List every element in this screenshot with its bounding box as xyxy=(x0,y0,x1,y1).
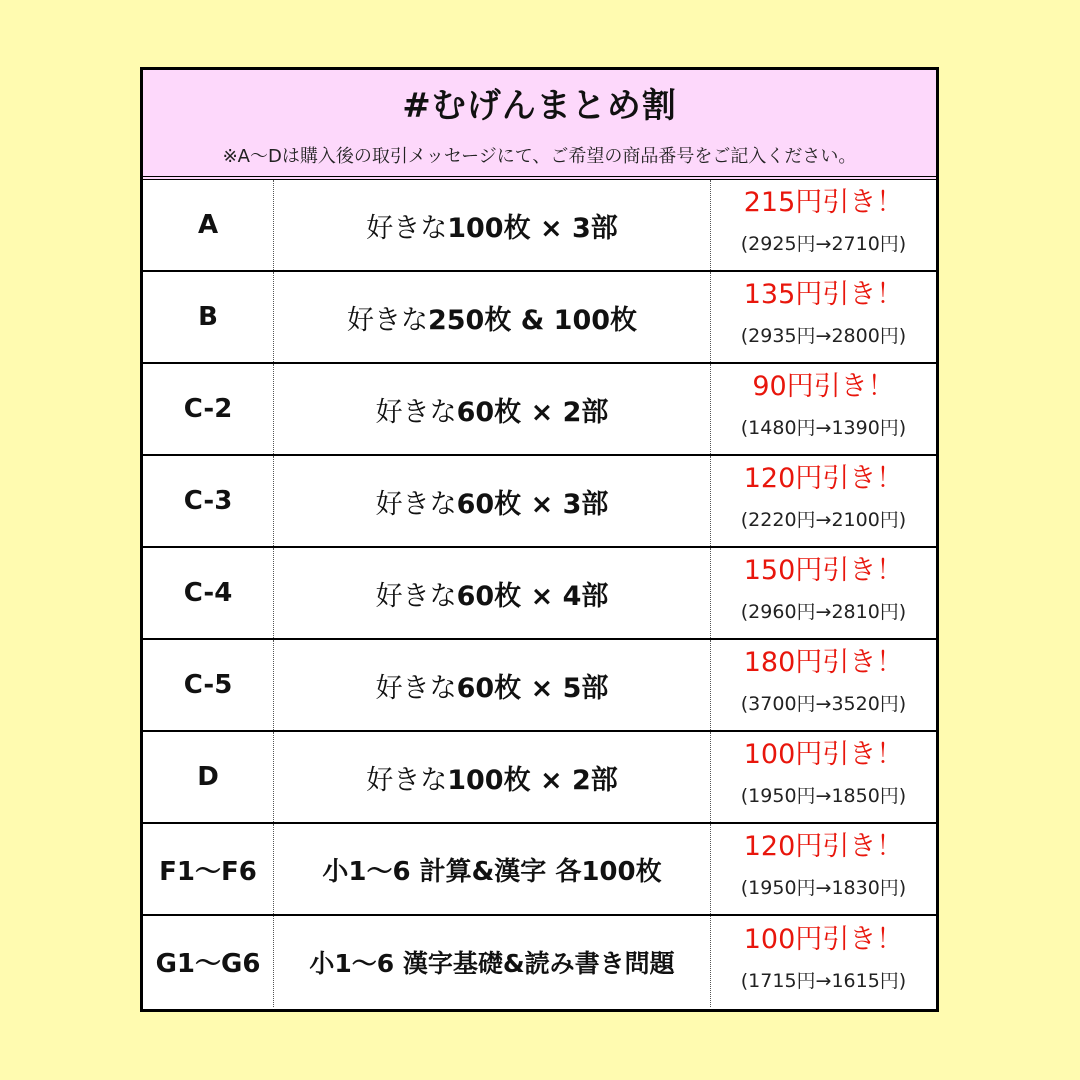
product-description: 小1～6 漢字基礎&読み書き問題 xyxy=(274,916,711,1007)
product-code: F1～F6 xyxy=(143,824,274,914)
price-change: (1480円→1390円) xyxy=(740,417,907,439)
price-change: (1715円→1615円) xyxy=(740,969,907,992)
price-change: (2220円→2100円) xyxy=(740,509,907,531)
table-row xyxy=(143,180,936,272)
discount-label: 150円引き！ xyxy=(743,555,904,586)
price-cell xyxy=(711,456,936,546)
product-description xyxy=(274,272,711,362)
discount-label: 215円引き！ xyxy=(743,187,904,218)
description-detail: 100枚 × 2部 xyxy=(447,764,618,796)
table-row xyxy=(143,548,936,640)
table-row xyxy=(143,732,936,824)
discount-label: 120円引き！ xyxy=(743,463,904,494)
product-description: 小1～6 計算&漢字 各100枚 xyxy=(274,824,711,914)
description-detail: 60枚 × 2部 xyxy=(456,396,609,428)
discount-label: 90円引き！ xyxy=(752,371,895,402)
page-title: #むげんまとめ割 xyxy=(402,86,677,126)
price-cell xyxy=(711,732,936,822)
table-header xyxy=(143,70,936,180)
table-row xyxy=(143,640,936,732)
discount-label: 180円引き！ xyxy=(743,647,904,678)
price-change: (1950円→1850円) xyxy=(740,785,907,807)
price-cell xyxy=(711,916,936,1007)
description-lead: 好きな xyxy=(346,304,428,336)
description-lead: 好きな xyxy=(375,580,457,612)
table-row xyxy=(143,824,936,916)
table-row xyxy=(143,272,936,364)
price-cell xyxy=(711,640,936,730)
price-change: (1950円→1830円) xyxy=(740,877,907,899)
price-change: (2925円→2710円) xyxy=(740,233,907,255)
table-row xyxy=(143,916,936,1007)
product-code: C-2 xyxy=(143,364,274,454)
product-description xyxy=(274,732,711,822)
price-cell xyxy=(711,180,936,270)
description-lead: 好きな xyxy=(375,396,457,428)
price-cell xyxy=(711,272,936,362)
instruction-note: ※A～Dは購入後の取引メッセージにて、ご希望の商品番号をご記入ください。 xyxy=(222,146,857,167)
price-change: (2960円→2810円) xyxy=(740,601,907,623)
product-description xyxy=(274,456,711,546)
discount-table xyxy=(140,67,939,1012)
description-lead: 好きな xyxy=(375,488,457,520)
product-code: B xyxy=(143,272,274,362)
discount-label: 100円引き！ xyxy=(743,739,904,770)
product-code: A xyxy=(143,180,274,270)
description-lead: 好きな xyxy=(375,672,457,704)
price-change: (3700円→3520円) xyxy=(740,693,907,715)
product-code: G1～G6 xyxy=(143,916,274,1007)
product-code: C-3 xyxy=(143,456,274,546)
description-detail: 250枚 & 100枚 xyxy=(427,304,638,336)
table-row xyxy=(143,364,936,456)
price-cell xyxy=(711,548,936,638)
price-change: (2935円→2800円) xyxy=(740,325,907,347)
product-code: D xyxy=(143,732,274,822)
discount-label: 120円引き！ xyxy=(743,831,904,862)
description-lead: 好きな xyxy=(366,764,448,796)
table-row xyxy=(143,456,936,548)
product-description xyxy=(274,640,711,730)
product-description xyxy=(274,548,711,638)
product-code: C-5 xyxy=(143,640,274,730)
discount-label: 135円引き！ xyxy=(743,279,904,310)
description-detail: 60枚 × 3部 xyxy=(456,488,609,520)
description-detail: 60枚 × 4部 xyxy=(456,580,609,612)
price-cell xyxy=(711,364,936,454)
price-cell xyxy=(711,824,936,914)
product-description xyxy=(274,364,711,454)
description-detail: 60枚 × 5部 xyxy=(456,672,609,704)
description-detail: 100枚 × 3部 xyxy=(447,212,618,244)
product-description xyxy=(274,180,711,270)
description-lead: 好きな xyxy=(366,212,448,244)
discount-label: 100円引き！ xyxy=(743,923,904,955)
product-code: C-4 xyxy=(143,548,274,638)
